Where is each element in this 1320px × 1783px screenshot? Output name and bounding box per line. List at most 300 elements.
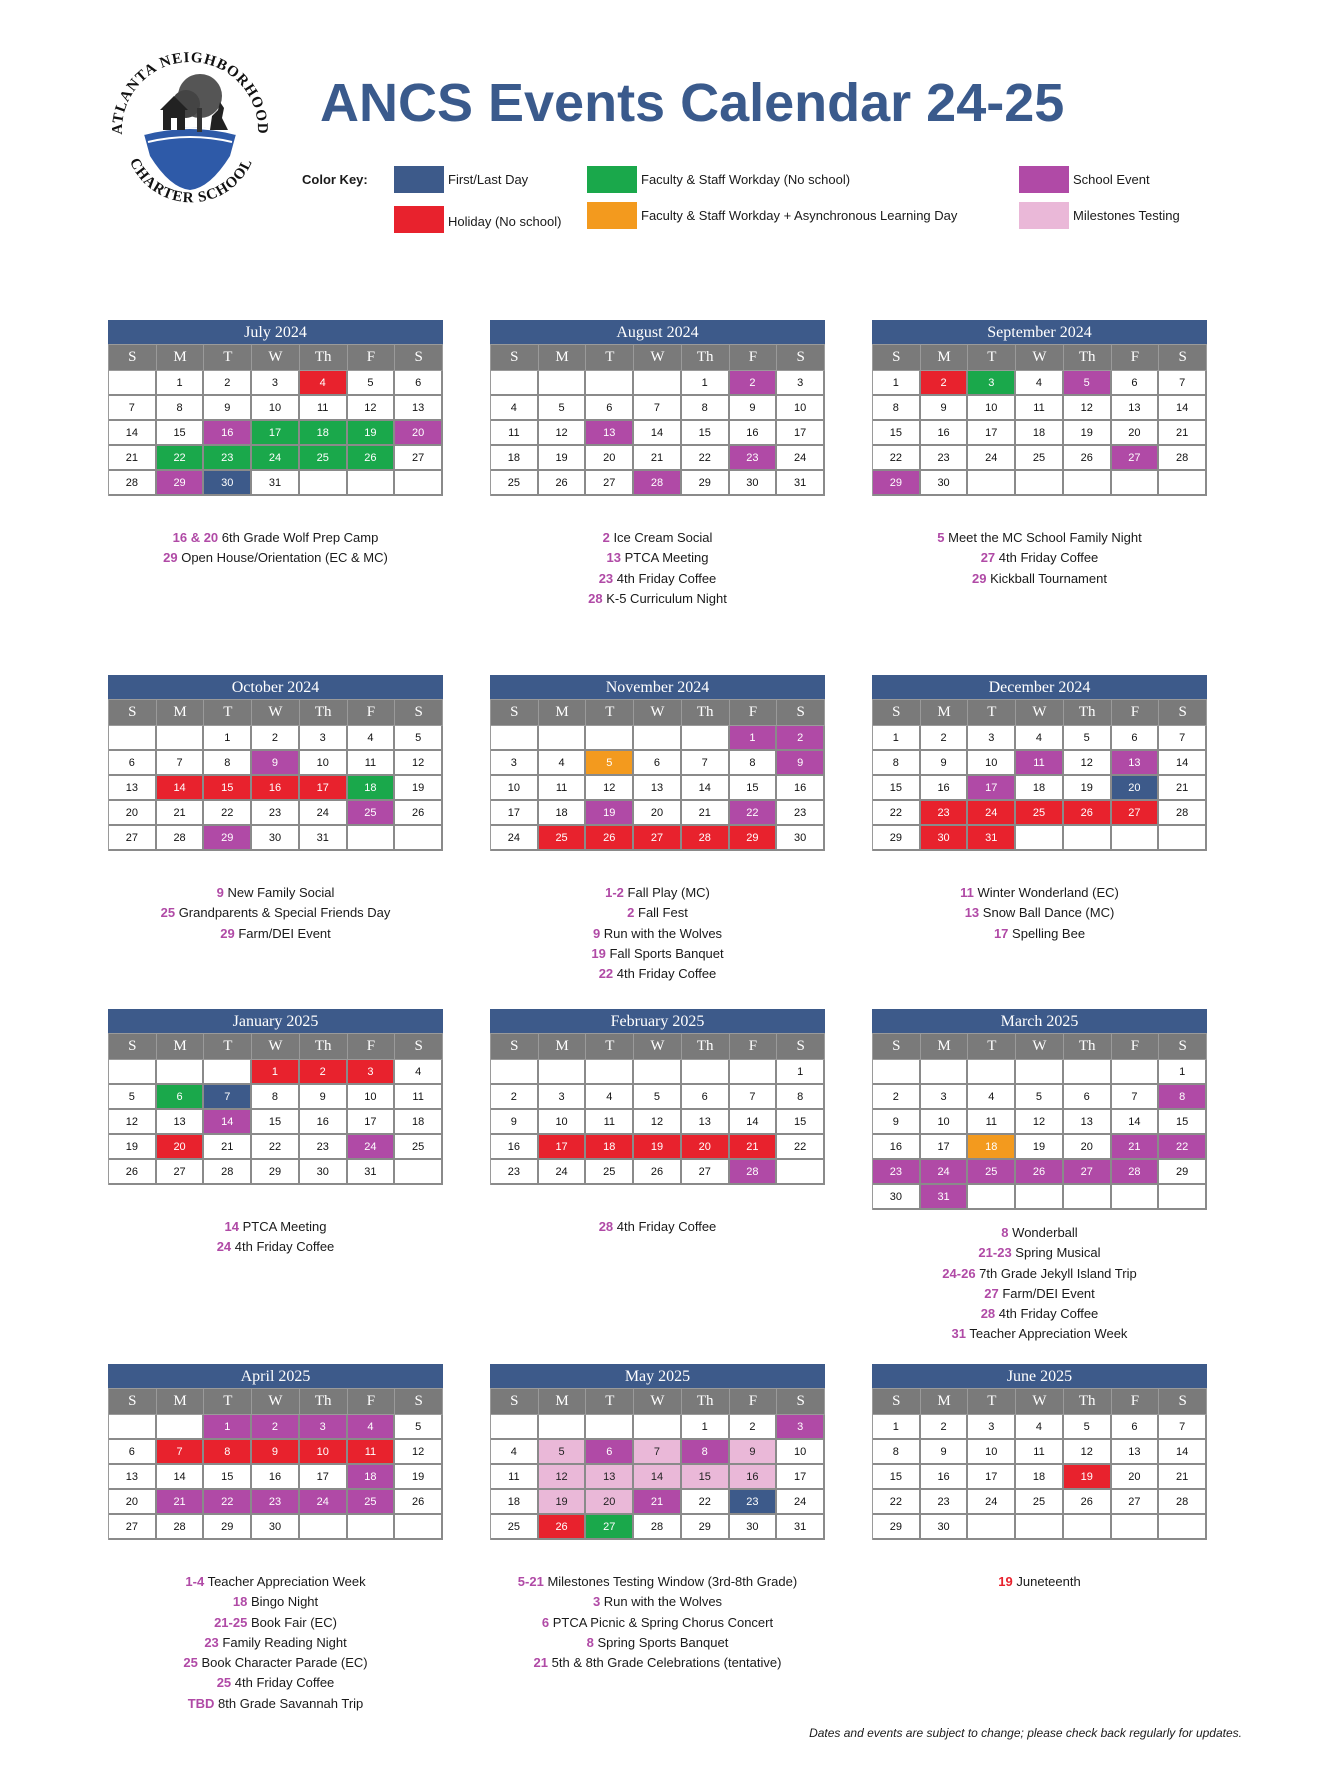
day-cell: 23 <box>252 1490 300 1515</box>
event-date: 25 <box>216 1675 232 1691</box>
day-cell: 7 <box>157 1440 205 1465</box>
day-cell: 6 <box>157 1085 205 1110</box>
day-cell: 22 <box>252 1135 300 1160</box>
weekday-header: T <box>204 345 252 371</box>
weekday-header: W <box>252 1389 300 1415</box>
day-cell: 27 <box>586 471 634 496</box>
event-line <box>490 1653 825 1673</box>
empty-cell <box>1016 1060 1064 1085</box>
day-cell: 7 <box>682 751 730 776</box>
weekday-header: S <box>777 700 825 726</box>
empty-cell <box>634 726 682 751</box>
weekday-header: S <box>491 700 539 726</box>
day-cell: 5 <box>1016 1085 1064 1110</box>
day-cell: 24 <box>777 446 825 471</box>
empty-cell <box>968 471 1016 496</box>
empty-cell <box>586 1060 634 1085</box>
key-label-async: Faculty & Staff Workday + Asynchronous Learning Day <box>641 208 958 223</box>
day-cell: 20 <box>395 421 443 446</box>
event-line <box>872 1324 1207 1344</box>
day-cell: 23 <box>300 1135 348 1160</box>
day-cell: 19 <box>539 446 587 471</box>
day-cell: 10 <box>968 396 1016 421</box>
day-cell: 11 <box>539 776 587 801</box>
day-cell: 19 <box>109 1135 157 1160</box>
day-cell: 16 <box>873 1135 921 1160</box>
day-cell: 10 <box>968 751 1016 776</box>
day-cell: 5 <box>1064 726 1112 751</box>
event-line <box>872 528 1207 548</box>
empty-cell <box>300 1515 348 1540</box>
day-cell: 1 <box>777 1060 825 1085</box>
weekday-header: W <box>252 1034 300 1060</box>
day-cell: 2 <box>300 1060 348 1085</box>
weekday-header: S <box>395 345 443 371</box>
day-cell: 29 <box>682 471 730 496</box>
day-cell: 26 <box>634 1160 682 1185</box>
month-may-2025 <box>490 1364 825 1540</box>
event-line <box>872 1304 1207 1324</box>
day-cell: 21 <box>157 801 205 826</box>
day-cell: 8 <box>252 1085 300 1110</box>
event-text: Kickball Tournament <box>990 570 1107 586</box>
day-cell: 12 <box>1016 1110 1064 1135</box>
month-june-2025 <box>872 1364 1207 1540</box>
event-line <box>490 589 825 609</box>
empty-cell <box>157 726 205 751</box>
day-cell: 20 <box>1112 1465 1160 1490</box>
event-line <box>872 1264 1207 1284</box>
day-cell: 17 <box>300 776 348 801</box>
month-november-2024 <box>490 675 825 851</box>
day-cell: 25 <box>1016 801 1064 826</box>
day-cell: 16 <box>921 421 969 446</box>
empty-cell <box>491 1415 539 1440</box>
day-cell: 28 <box>730 1160 778 1185</box>
day-cell: 30 <box>921 1515 969 1540</box>
month-title: July 2024 <box>108 320 443 344</box>
weekday-header: S <box>395 1389 443 1415</box>
day-cell: 7 <box>634 396 682 421</box>
day-cell: 11 <box>348 751 396 776</box>
empty-cell <box>586 371 634 396</box>
day-cell: 28 <box>1159 446 1207 471</box>
day-cell: 18 <box>348 1465 396 1490</box>
event-date: 1-2 <box>605 885 624 900</box>
day-cell: 4 <box>491 396 539 421</box>
day-cell: 13 <box>586 421 634 446</box>
event-text: 7th Grade Jekyll Island Trip <box>979 1265 1137 1281</box>
day-cell: 15 <box>873 421 921 446</box>
event-text: Teacher Appreciation Week <box>969 1326 1128 1342</box>
day-cell: 28 <box>682 826 730 851</box>
weekday-header: S <box>873 700 921 726</box>
empty-cell <box>395 1515 443 1540</box>
day-cell: 1 <box>873 371 921 396</box>
month-july-2024 <box>108 320 443 496</box>
event-text: Run with the Wolves <box>603 1594 723 1610</box>
empty-cell <box>157 1415 205 1440</box>
day-cell: 17 <box>777 1465 825 1490</box>
empty-cell <box>634 1060 682 1085</box>
day-cell: 10 <box>252 396 300 421</box>
weekday-header: T <box>586 1389 634 1415</box>
day-cell: 2 <box>921 1415 969 1440</box>
event-text: Fall Play (MC) <box>627 885 710 900</box>
event-text: Book Fair (EC) <box>250 1614 337 1630</box>
event-text: 4th Friday Coffee <box>234 1239 335 1255</box>
event-text: Fall Fest <box>638 905 688 921</box>
day-cell: 23 <box>777 801 825 826</box>
day-cell: 16 <box>491 1135 539 1160</box>
weekday-header: T <box>968 1389 1016 1415</box>
day-cell: 18 <box>348 776 396 801</box>
day-cell: 9 <box>921 1440 969 1465</box>
day-cell: 7 <box>634 1440 682 1465</box>
month-grid <box>872 1033 1207 1210</box>
month-title: May 2025 <box>490 1364 825 1388</box>
day-cell: 15 <box>777 1110 825 1135</box>
day-cell: 20 <box>586 1490 634 1515</box>
event-date: 17 <box>993 925 1009 941</box>
day-cell: 16 <box>204 421 252 446</box>
empty-cell <box>491 371 539 396</box>
day-cell: 14 <box>157 1465 205 1490</box>
event-text: PTCA Picnic & Spring Chorus Concert <box>552 1614 774 1630</box>
day-cell: 14 <box>1159 751 1207 776</box>
day-cell: 2 <box>252 726 300 751</box>
day-cell: 18 <box>491 446 539 471</box>
day-cell: 5 <box>539 1440 587 1465</box>
weekday-header: M <box>157 1389 205 1415</box>
day-cell: 23 <box>921 801 969 826</box>
weekday-header: M <box>539 1034 587 1060</box>
day-cell: 8 <box>1159 1085 1207 1110</box>
day-cell: 7 <box>1112 1085 1160 1110</box>
empty-cell <box>109 726 157 751</box>
day-cell: 31 <box>300 826 348 851</box>
event-date: 13 <box>606 550 621 566</box>
month-grid <box>108 1033 443 1185</box>
day-cell: 2 <box>204 371 252 396</box>
event-text: Winter Wonderland (EC) <box>977 885 1119 900</box>
day-cell: 13 <box>109 776 157 801</box>
event-line <box>872 569 1207 589</box>
day-cell: 18 <box>968 1135 1016 1160</box>
day-cell: 6 <box>634 751 682 776</box>
day-cell: 4 <box>395 1060 443 1085</box>
event-line <box>108 1613 443 1633</box>
weekday-header: T <box>204 1389 252 1415</box>
weekday-header: F <box>1112 1034 1160 1060</box>
day-cell: 6 <box>109 1440 157 1465</box>
weekday-header: M <box>539 700 587 726</box>
day-cell: 3 <box>968 371 1016 396</box>
day-cell: 2 <box>921 726 969 751</box>
empty-cell <box>395 1160 443 1185</box>
day-cell: 26 <box>586 826 634 851</box>
day-cell: 6 <box>1112 1415 1160 1440</box>
event-text: Family Reading Night <box>222 1634 347 1650</box>
day-cell: 14 <box>1159 1440 1207 1465</box>
day-cell: 17 <box>968 421 1016 446</box>
month-january-2025 <box>108 1009 443 1185</box>
day-cell: 24 <box>921 1160 969 1185</box>
day-cell: 11 <box>395 1085 443 1110</box>
events-may-2025 <box>490 1572 825 1673</box>
day-cell: 26 <box>348 446 396 471</box>
day-cell: 26 <box>1064 446 1112 471</box>
event-date: 31 <box>951 1326 967 1342</box>
weekday-header: S <box>109 345 157 371</box>
day-cell: 20 <box>1112 421 1160 446</box>
day-cell: 20 <box>109 801 157 826</box>
weekday-header: W <box>252 700 300 726</box>
day-cell: 15 <box>873 1465 921 1490</box>
event-date: 21-23 <box>978 1245 1012 1261</box>
day-cell: 19 <box>586 801 634 826</box>
weekday-header: F <box>730 345 778 371</box>
day-cell: 23 <box>491 1160 539 1185</box>
day-cell: 27 <box>109 826 157 851</box>
day-cell: 18 <box>395 1110 443 1135</box>
weekday-header: S <box>777 345 825 371</box>
event-date: 24 <box>216 1239 232 1255</box>
event-text: Open House/Orientation (EC & MC) <box>181 550 388 566</box>
event-line <box>108 1237 443 1257</box>
month-september-2024 <box>872 320 1207 496</box>
day-cell: 3 <box>777 371 825 396</box>
event-line <box>108 1653 443 1673</box>
day-cell: 9 <box>873 1110 921 1135</box>
day-cell: 22 <box>204 801 252 826</box>
day-cell: 13 <box>1112 396 1160 421</box>
empty-cell <box>1064 471 1112 496</box>
event-text: Farm/DEI Event <box>1002 1285 1095 1301</box>
day-cell: 20 <box>157 1135 205 1160</box>
day-cell: 23 <box>730 1490 778 1515</box>
day-cell: 30 <box>873 1185 921 1210</box>
day-cell: 15 <box>204 776 252 801</box>
day-cell: 22 <box>873 446 921 471</box>
day-cell: 28 <box>1159 1490 1207 1515</box>
day-cell: 2 <box>921 371 969 396</box>
event-text: Book Character Parade (EC) <box>201 1655 368 1671</box>
day-cell: 14 <box>634 1465 682 1490</box>
day-cell: 21 <box>157 1490 205 1515</box>
event-line <box>872 1243 1207 1263</box>
event-line <box>490 924 825 944</box>
empty-cell <box>1064 1060 1112 1085</box>
day-cell: 29 <box>873 826 921 851</box>
weekday-header: F <box>348 1034 396 1060</box>
day-cell: 15 <box>730 776 778 801</box>
event-text: 4th Friday Coffee <box>616 966 717 982</box>
day-cell: 24 <box>968 446 1016 471</box>
day-cell: 28 <box>634 1515 682 1540</box>
key-label-test: Milestones Testing <box>1073 208 1180 223</box>
day-cell: 25 <box>539 826 587 851</box>
day-cell: 30 <box>921 826 969 851</box>
day-cell: 17 <box>252 421 300 446</box>
empty-cell <box>539 371 587 396</box>
empty-cell <box>968 1060 1016 1085</box>
key-swatch-test <box>1019 202 1069 229</box>
weekday-header: S <box>1159 1389 1207 1415</box>
day-cell: 21 <box>1159 776 1207 801</box>
day-cell: 23 <box>873 1160 921 1185</box>
weekday-header: W <box>1016 700 1064 726</box>
day-cell: 22 <box>1159 1135 1207 1160</box>
day-cell: 18 <box>1016 421 1064 446</box>
day-cell: 21 <box>634 1490 682 1515</box>
event-date: 19 <box>591 945 606 961</box>
event-line <box>108 1592 443 1612</box>
events-january-2025 <box>108 1217 443 1258</box>
day-cell: 5 <box>395 726 443 751</box>
day-cell: 28 <box>204 1160 252 1185</box>
day-cell: 1 <box>730 726 778 751</box>
event-line <box>108 924 443 944</box>
month-title: October 2024 <box>108 675 443 699</box>
key-swatch-async <box>587 202 637 229</box>
day-cell: 23 <box>204 446 252 471</box>
event-line <box>490 1592 825 1612</box>
day-cell: 18 <box>586 1135 634 1160</box>
event-date: 18 <box>232 1594 248 1610</box>
empty-cell <box>491 726 539 751</box>
day-cell: 9 <box>252 751 300 776</box>
day-cell: 17 <box>921 1135 969 1160</box>
event-line <box>108 1572 443 1592</box>
event-text: Bingo Night <box>250 1594 319 1610</box>
event-text: Milestones Testing Window (3rd-8th Grade) <box>547 1574 798 1589</box>
day-cell: 21 <box>1159 1465 1207 1490</box>
day-cell: 1 <box>682 371 730 396</box>
event-date: 9 <box>216 885 224 900</box>
day-cell: 26 <box>395 801 443 826</box>
month-title: April 2025 <box>108 1364 443 1388</box>
day-cell: 12 <box>109 1110 157 1135</box>
day-cell: 1 <box>682 1415 730 1440</box>
day-cell: 22 <box>682 1490 730 1515</box>
weekday-header: M <box>157 345 205 371</box>
empty-cell <box>300 471 348 496</box>
day-cell: 9 <box>252 1440 300 1465</box>
month-grid <box>872 699 1207 851</box>
weekday-header: F <box>348 700 396 726</box>
event-line <box>872 903 1207 923</box>
day-cell: 7 <box>204 1085 252 1110</box>
empty-cell <box>1064 1185 1112 1210</box>
events-june-2025 <box>872 1572 1207 1592</box>
empty-cell <box>539 1415 587 1440</box>
day-cell: 29 <box>1159 1160 1207 1185</box>
day-cell: 21 <box>1112 1135 1160 1160</box>
event-text: 6th Grade Wolf Prep Camp <box>221 530 379 545</box>
event-date: 27 <box>984 1285 999 1301</box>
key-school-event <box>1019 166 1150 193</box>
month-february-2025 <box>490 1009 825 1185</box>
day-cell: 24 <box>348 1135 396 1160</box>
day-cell: 2 <box>491 1085 539 1110</box>
day-cell: 8 <box>204 751 252 776</box>
weekday-header: W <box>1016 1034 1064 1060</box>
weekday-header: W <box>1016 1389 1064 1415</box>
day-cell: 10 <box>921 1110 969 1135</box>
empty-cell <box>539 726 587 751</box>
empty-cell <box>491 1060 539 1085</box>
weekday-header: M <box>157 700 205 726</box>
empty-cell <box>1016 826 1064 851</box>
event-text: Ice Cream Social <box>613 530 713 545</box>
day-cell: 28 <box>157 826 205 851</box>
day-cell: 20 <box>682 1135 730 1160</box>
day-cell: 30 <box>777 826 825 851</box>
empty-cell <box>1016 1515 1064 1540</box>
empty-cell <box>348 826 396 851</box>
day-cell: 31 <box>968 826 1016 851</box>
month-grid <box>490 699 825 851</box>
day-cell: 3 <box>968 726 1016 751</box>
day-cell: 24 <box>491 826 539 851</box>
weekday-header: S <box>1159 700 1207 726</box>
event-text: Grandparents & Special Friends Day <box>178 905 391 921</box>
empty-cell <box>1112 1185 1160 1210</box>
empty-cell <box>348 471 396 496</box>
day-cell: 6 <box>109 751 157 776</box>
day-cell: 7 <box>730 1085 778 1110</box>
day-cell: 19 <box>1064 776 1112 801</box>
day-cell: 24 <box>252 446 300 471</box>
month-december-2024 <box>872 675 1207 851</box>
day-cell: 23 <box>921 1490 969 1515</box>
weekday-header: W <box>1016 345 1064 371</box>
day-cell: 12 <box>1064 1440 1112 1465</box>
day-cell: 22 <box>873 801 921 826</box>
day-cell: 28 <box>1159 801 1207 826</box>
month-grid <box>108 344 443 496</box>
day-cell: 6 <box>1112 371 1160 396</box>
month-grid <box>872 1388 1207 1540</box>
weekday-header: Th <box>1064 700 1112 726</box>
day-cell: 13 <box>1112 1440 1160 1465</box>
event-line <box>108 1633 443 1653</box>
weekday-header: S <box>491 345 539 371</box>
day-cell: 18 <box>491 1490 539 1515</box>
day-cell: 29 <box>730 826 778 851</box>
weekday-header: M <box>539 345 587 371</box>
event-text: Farm/DEI Event <box>238 925 331 941</box>
day-cell: 1 <box>873 1415 921 1440</box>
day-cell: 20 <box>1064 1135 1112 1160</box>
day-cell: 3 <box>491 751 539 776</box>
weekday-header: F <box>1112 1389 1160 1415</box>
weekday-header: S <box>395 700 443 726</box>
event-text: 4th Friday Coffee <box>616 570 717 586</box>
event-text: 4th Friday Coffee <box>998 1306 1099 1322</box>
empty-cell <box>395 826 443 851</box>
day-cell: 31 <box>777 1515 825 1540</box>
day-cell: 30 <box>730 471 778 496</box>
event-date: 28 <box>598 1219 614 1234</box>
day-cell: 31 <box>777 471 825 496</box>
day-cell: 11 <box>968 1110 1016 1135</box>
event-text: 4th Friday Coffee <box>998 550 1099 566</box>
day-cell: 5 <box>539 396 587 421</box>
weekday-header: F <box>348 345 396 371</box>
day-cell: 4 <box>300 371 348 396</box>
